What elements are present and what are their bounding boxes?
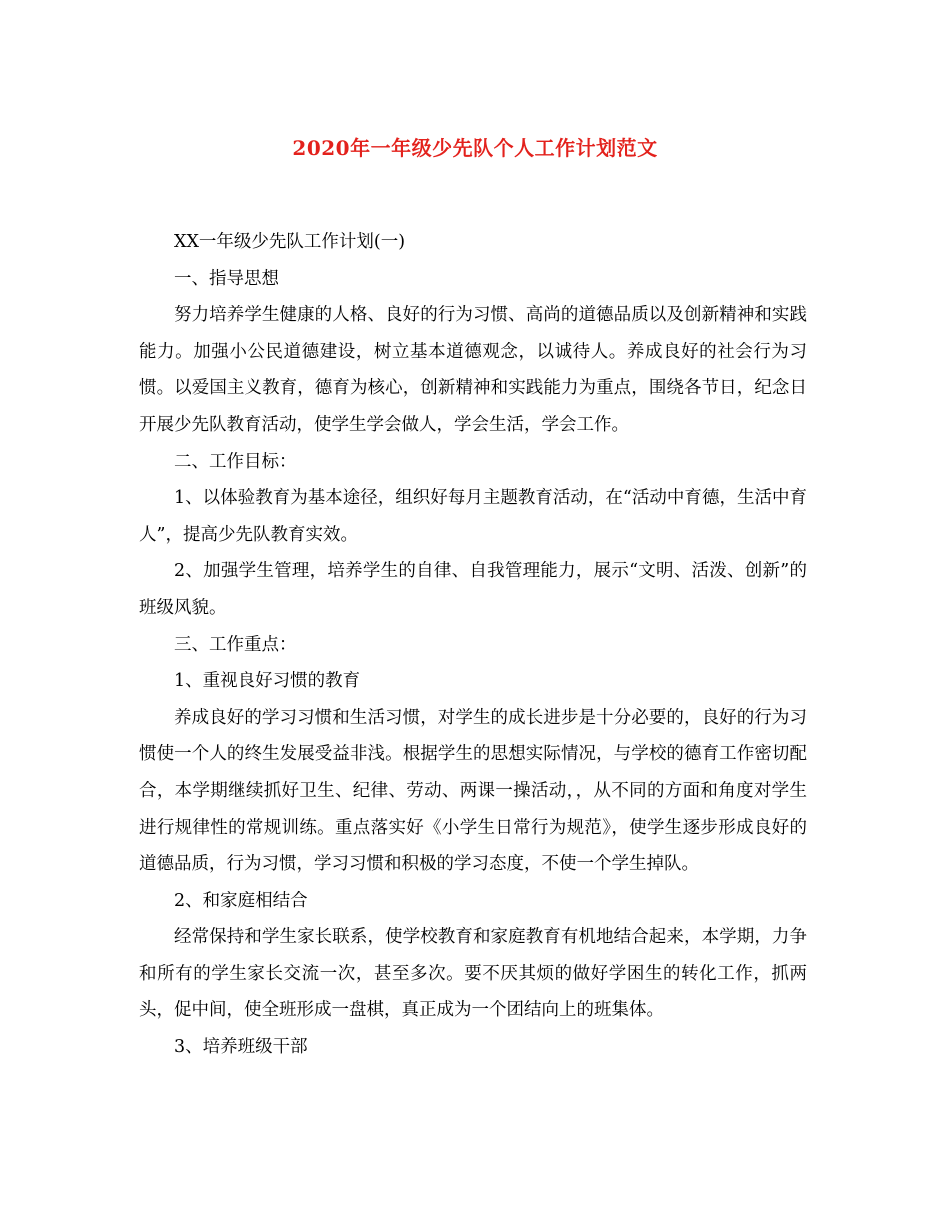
paragraph-section-2-heading: 二、工作目标： (174, 451, 297, 472)
paragraph-guiding-thought: 努力培养学生健康的人格、良好的行为习惯、高尚的道德品质以及创新精神和实践能力。加强小公民道德建设，树立基本道德观念，以诚待人。养成良好的社会行为习惯。以爱国主义教育，德育为核心，创新精神和实践能力为重点，围绕各节日，纪念日开展少先队教育活动，使学生学会做人，学会生活，学会工作。 (139, 305, 807, 435)
paragraph-focus-1-body: 养成良好的学习习惯和生活习惯，对学生的成长进步是十分必要的，良好的行为习惯使一个人的终生发展受益非浅。根据学生的思想实际情况，与学校的德育工作密切配合，本学期继续抓好卫生、纪律、劳动、两课一操活动，，从不同的方面和角度对学生进行规律性的常规训练。重点落实好《小学生日常行为规范》，使学生逐步形成良好的道德品质，行为习惯，学习习惯和积极的学习态度，不使一个学生掉队。 (139, 707, 807, 875)
paragraph-section-1-heading: 一、指导思想 (174, 268, 279, 289)
paragraph-section-3-heading: 三、工作重点： (174, 634, 297, 655)
document-body (139, 224, 807, 1066)
paragraph-plan-heading: XX一年级少先队工作计划(一) (174, 232, 406, 252)
paragraph-goal-2: 2、加强学生管理，培养学生的自律、自我管理能力，展示“文明、活泼、创新”的班级风貌。 (139, 561, 807, 618)
paragraph-focus-2-heading: 2、和家庭相结合 (174, 890, 308, 911)
page-title: 2020年一年级少先队个人工作计划范文 (292, 136, 658, 160)
paragraph-focus-1-heading: 1、重视良好习惯的教育 (174, 671, 361, 692)
paragraph-goal-1: 1、以体验教育为基本途径，组织好每月主题教育活动，在“活动中育德，生活中育人”，提高少先队教育实效。 (139, 488, 807, 545)
paragraph-focus-2-body: 经常保持和学生家长联系，使学校教育和家庭教育有机地结合起来，本学期，力争和所有的学生家长交流一次，甚至多次。要不厌其烦的做好学困生的转化工作，抓两头，促中间，使全班形成一盘棋，真正成为一个团结向上的班集体。 (139, 927, 807, 1021)
paragraph-focus-3-heading: 3、培养班级干部 (174, 1037, 308, 1058)
